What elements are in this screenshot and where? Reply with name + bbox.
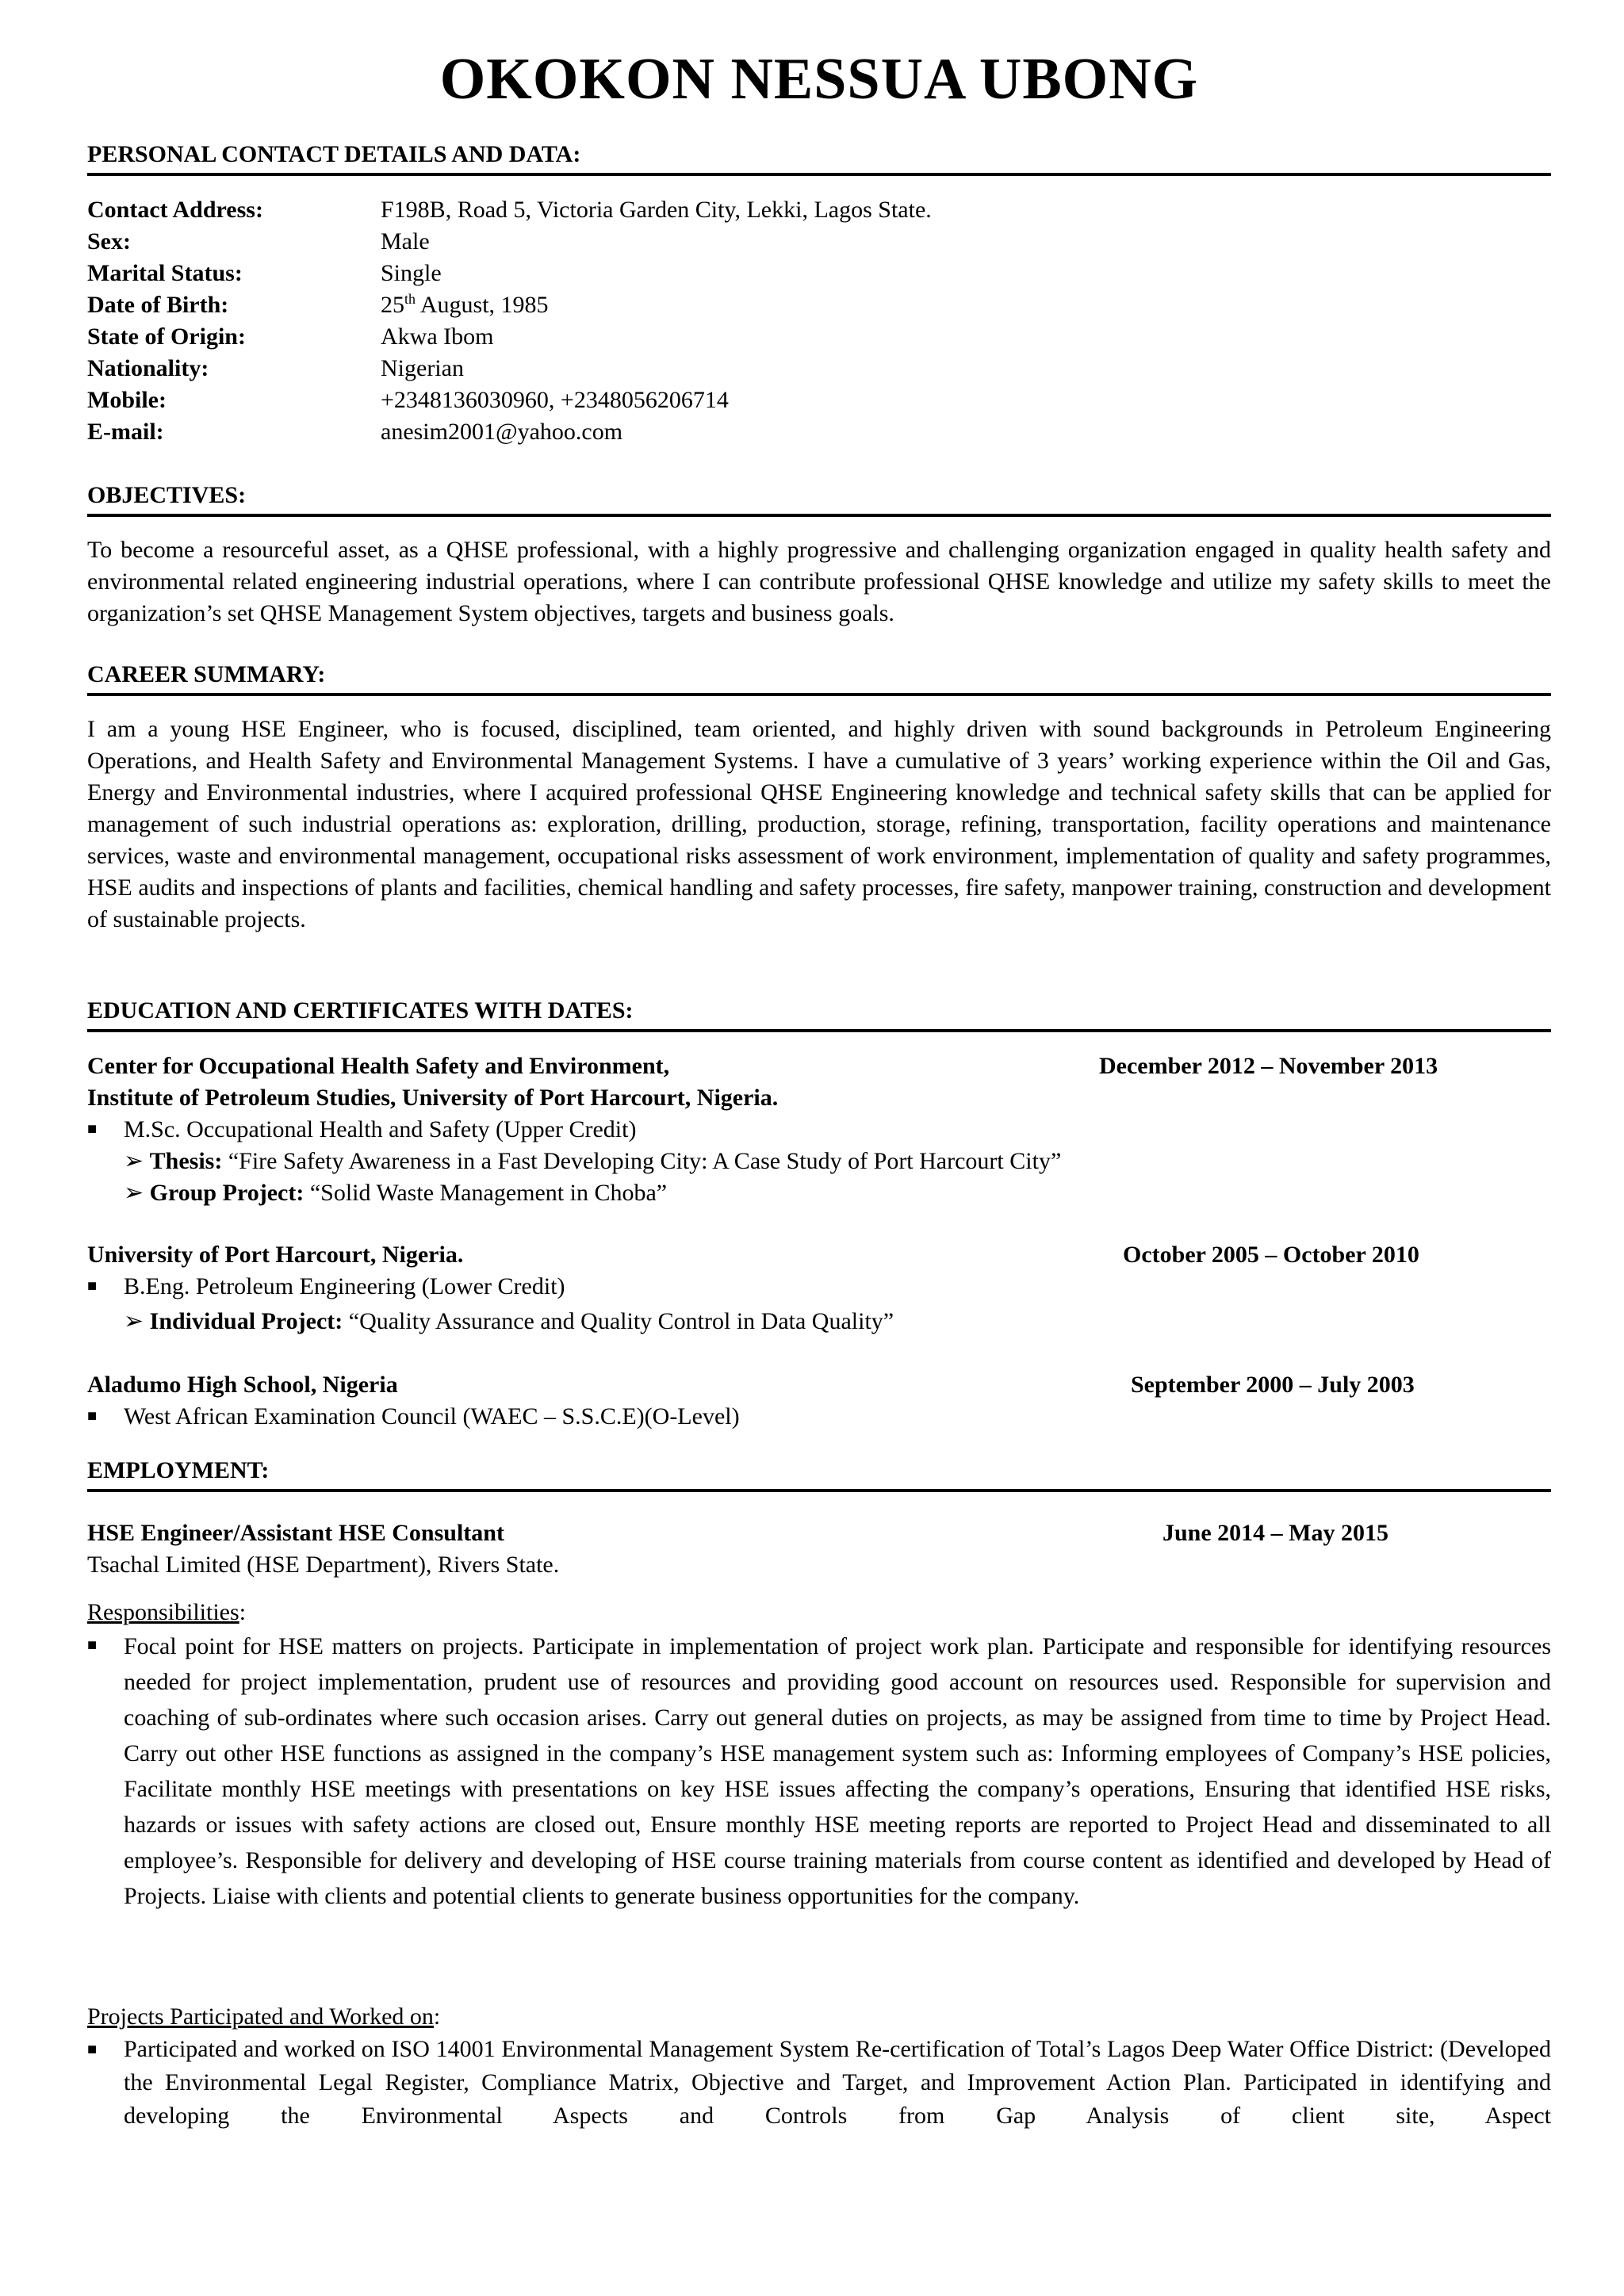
school-dates: December 2012 – November 2013	[1099, 1053, 1438, 1079]
responsibilities-heading	[87, 1597, 246, 1628]
contact-value: +2348136030960, +2348056206714	[381, 387, 729, 413]
thesis-label: Thesis:	[149, 1148, 223, 1174]
job-title: HSE Engineer/Assistant HSE Consultant	[87, 1520, 504, 1546]
section-heading-education: EDUCATION AND CERTIFICATES WITH DATES:	[87, 997, 1551, 1032]
bullet-icon: ■	[87, 1407, 98, 1425]
thesis-text: “Fire Safety Awareness in a Fast Developing City: A Case Study of Port Harcourt City”	[222, 1148, 1062, 1174]
school-name: University of Port Harcourt, Nigeria.	[87, 1242, 464, 1268]
group-project-label: Group Project:	[149, 1180, 304, 1206]
contact-row	[87, 387, 1551, 419]
career-summary-text: I am a young HSE Engineer, who is focused, disciplined, team oriented, and highly driven with sound backgrounds in Petroleum Engineering Operations, and Health Safety and Environmental Management Systems. I have a cumulative of 3 years’ working experience within the Oil and Gas, Energy and Environmental industries, where I acquired professional QHSE Engineering knowledge and technical safety skills that can be applied for management of such industrial operations as: exploration, drilling, production, storage, refining, transportation, facility operations and maintenance services, waste and environmental management, occupational risks assessment of work environment, implementation of quality and safety programmes, HSE audits and inspections of plants and facilities, chemical handling and safety processes, fire safety, manpower training, construction and development of sustainable projects.	[87, 716, 1551, 932]
contact-value: F198B, Road 5, Victoria Garden City, Lekki, Lagos State.	[381, 197, 932, 223]
arrow-icon: ➢	[124, 1180, 150, 1206]
responsibilities-colon: :	[239, 1599, 247, 1625]
degree-item	[87, 1114, 1551, 1146]
contact-label: Mobile:	[87, 387, 167, 413]
degree-text: B.Eng. Petroleum Engineering (Lower Credit)	[124, 1273, 565, 1299]
contact-row	[87, 292, 1551, 323]
contact-row	[87, 228, 1551, 260]
contact-label: Nationality:	[87, 355, 209, 381]
responsibilities-item	[87, 1628, 1551, 1914]
degree-item	[87, 1271, 1551, 1303]
individual-project-item	[124, 1306, 894, 1337]
section-heading-career: CAREER SUMMARY:	[87, 661, 1551, 696]
email-value: anesim2001@yahoo.com	[381, 419, 623, 445]
contact-value: Akwa Ibom	[381, 323, 494, 350]
bullet-icon: ■	[87, 1120, 98, 1138]
bullet-icon: ■	[87, 1636, 98, 1654]
contact-row	[87, 260, 1551, 292]
school-dates: September 2000 – July 2003	[1131, 1372, 1415, 1398]
group-project-item	[124, 1177, 667, 1209]
dob-suffix: th	[404, 291, 416, 307]
contact-label: Contact Address:	[87, 197, 263, 223]
degree-text: M.Sc. Occupational Health and Safety (Upper Credit)	[124, 1116, 637, 1142]
projects-label: Projects Participated and Worked on	[87, 2003, 434, 2030]
group-project-text: “Solid Waste Management in Choba”	[304, 1180, 668, 1206]
dob-day: 25	[381, 292, 404, 318]
contact-value	[381, 292, 549, 319]
projects-colon: :	[433, 2003, 441, 2030]
thesis-item	[124, 1146, 1061, 1177]
section-heading-objectives: OBJECTIVES:	[87, 482, 1551, 517]
certificate-text: West African Examination Council (WAEC – S.S.C.E)(O-Level)	[124, 1403, 740, 1429]
school-name: Center for Occupational Health Safety and Environment,	[87, 1053, 670, 1079]
individual-project-label: Individual Project:	[149, 1308, 343, 1334]
responsibilities-text: Focal point for HSE matters on projects. Participate in implementation of project work plan. Participate and responsible for identifying resources needed for project implementation, prudent use of resources and providing good account on resources used. Responsible for supervision and coaching of sub-ordinates where such occasion arises. Carry out general duties on projects, as may be assigned from time to time by Project Head. Carry out other HSE functions as assigned in the company’s HSE management system such as: Informing employees of Company’s HSE policies, Facilitate monthly HSE meetings with presentations on key HSE issues affecting the company’s operations, Ensuring that identified HSE risks, hazards or issues with safety actions are closed out, Ensure monthly HSE meeting reports are reported to Project Head and disseminated to all employee’s. Responsible for delivery and developing of HSE course training materials from course content as identified and developed by Head of Projects. Liaise with clients and potential clients to generate business opportunities for the company.	[124, 1633, 1551, 1909]
section-heading-personal: PERSONAL CONTACT DETAILS AND DATA:	[87, 141, 1551, 176]
dob-rest: August, 1985	[416, 292, 549, 318]
contact-label: State of Origin:	[87, 323, 246, 350]
certificate-item	[87, 1401, 1551, 1433]
arrow-icon: ➢	[124, 1308, 150, 1334]
contact-label: Marital Status:	[87, 260, 243, 286]
contact-row	[87, 355, 1551, 387]
individual-project-text: “Quality Assurance and Quality Control in Data Quality”	[343, 1308, 894, 1334]
arrow-icon: ➢	[124, 1148, 150, 1174]
responsibilities-label: Responsibilities	[87, 1599, 239, 1625]
projects-item	[87, 2033, 1551, 2133]
school-name-line2: Institute of Petroleum Studies, University of Port Harcourt, Nigeria.	[87, 1085, 779, 1111]
company-name: Tsachal Limited (HSE Department), Rivers State.	[87, 1552, 560, 1578]
section-heading-employment: EMPLOYMENT:	[87, 1457, 1551, 1492]
bullet-icon: ■	[87, 2041, 98, 2058]
contact-row	[87, 323, 1551, 355]
contact-value: Male	[381, 228, 430, 254]
school-dates: October 2005 – October 2010	[1123, 1242, 1419, 1268]
contact-label: Sex:	[87, 228, 131, 254]
contact-value: Nigerian	[381, 355, 464, 381]
contact-row	[87, 419, 1551, 450]
contact-label: Date of Birth:	[87, 292, 229, 318]
bullet-icon: ■	[87, 1277, 98, 1295]
contact-value: Single	[381, 260, 442, 286]
resume-name: OKOKON NESSUA UBONG	[439, 47, 1199, 112]
contact-row	[87, 197, 1551, 228]
job-dates: June 2014 – May 2015	[1162, 1520, 1388, 1546]
projects-heading	[87, 2001, 440, 2033]
school-name: Aladumo High School, Nigeria	[87, 1372, 398, 1398]
projects-text: Participated and worked on ISO 14001 Environmental Management System Re-certification of Total’s Lagos Deep Water Office District: (Developed the Environmental Legal Register, Compliance Matrix, Objective and Target, and Improvement Action Plan. Participated in identifying and developing the Environmental Aspects and Controls from Gap Analysis of client site, Aspect	[124, 2036, 1551, 2129]
objectives-text: To become a resourceful asset, as a QHSE professional, with a highly progressive and challenging organization engaged in quality health safety and environmental related engineering industrial operations, where I can contribute professional QHSE knowledge and utilize my safety skills to meet the organization’s set QHSE Management System objectives, targets and business goals.	[87, 537, 1551, 626]
contact-label: E-mail:	[87, 419, 164, 445]
